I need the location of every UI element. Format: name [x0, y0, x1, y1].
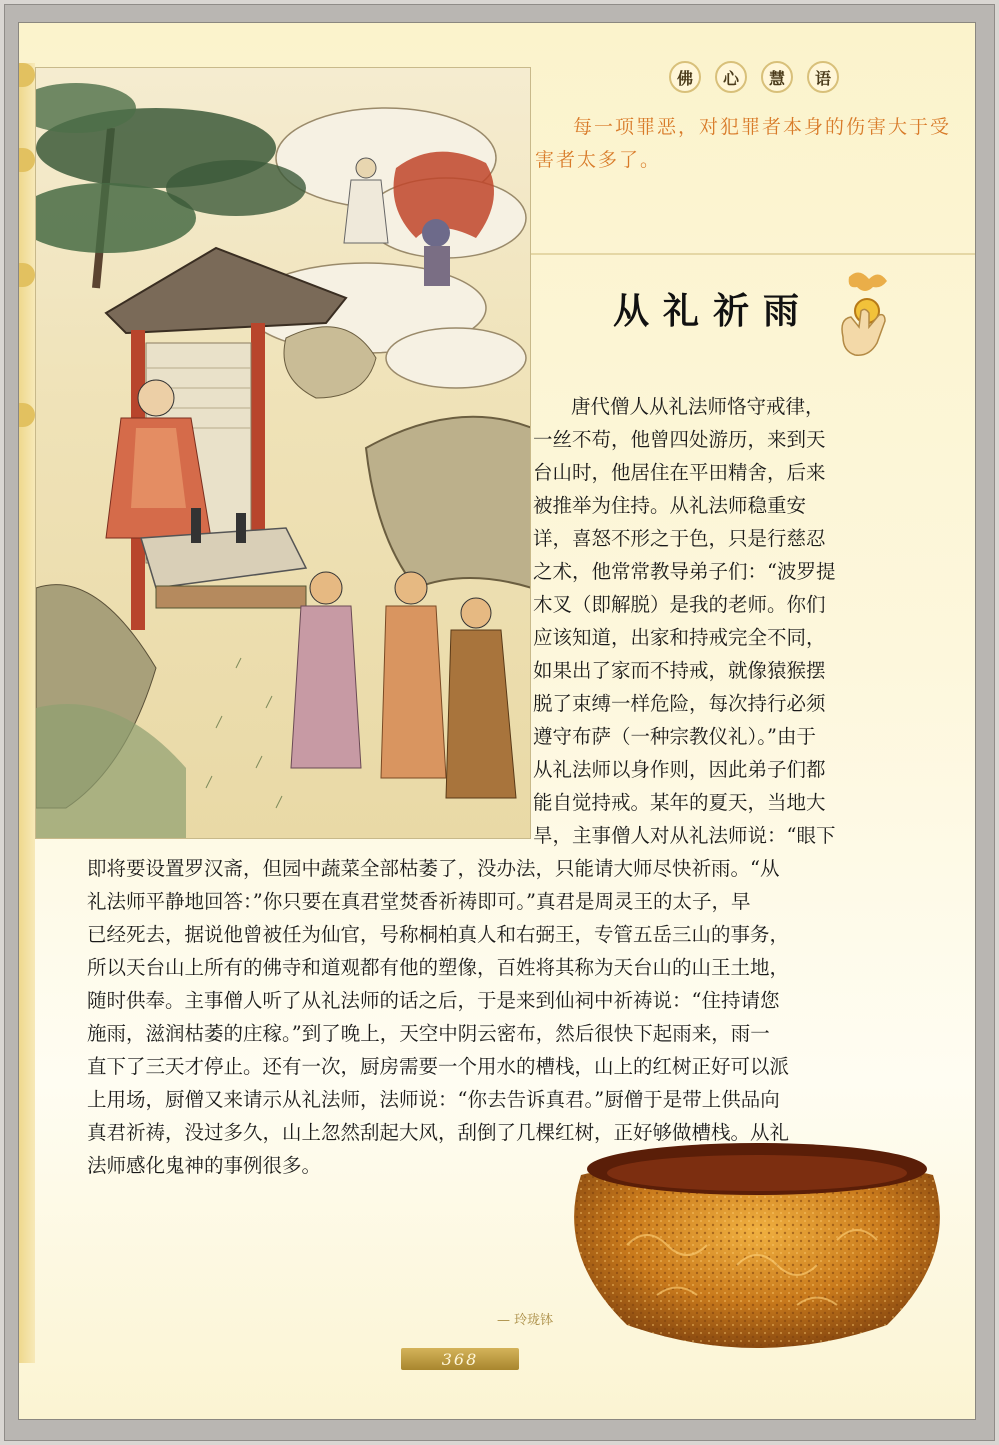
- body-line: 礼法师平静地回答：”你只要在真君堂焚香祈祷即可。”真君是周灵王的太子，早: [87, 890, 751, 913]
- header-quote: 每一项罪恶，对犯罪者本身的伤害大于受害者太多了。: [535, 116, 952, 171]
- body-line: 被推举为住持。从礼法师稳重安: [533, 494, 807, 517]
- section-header: [669, 59, 869, 95]
- body-line: 已经死去，据说他曾被任为仙官，号称桐柏真人和右弼王，专管五岳三山的事务，: [87, 923, 790, 946]
- body-line: 从礼法师以身作则，因此弟子们都: [533, 758, 826, 781]
- body-line: 能自觉持戒。某年的夏天，当地大: [533, 791, 826, 814]
- illustration-monks-pavilion: [35, 67, 531, 839]
- page-number: 368: [401, 1348, 519, 1370]
- body-line: 上用场，厨僧又来请示从礼法师，法师说：“你去告诉真君。”厨僧于是带上供品向: [87, 1088, 780, 1111]
- body-line: 所以天台山上所有的佛寺和道观都有他的塑像，百姓将其称为天台山的山王土地，: [87, 956, 790, 979]
- body-line: 随时供奉。主事僧人听了从礼法师的话之后，于是来到仙祠中祈祷说：“住持请您: [87, 989, 780, 1012]
- illustration-drawing: [36, 68, 531, 839]
- body-line: 旱，主事僧人对从礼法师说：“眼下: [533, 824, 836, 847]
- article-title: 从礼祈雨: [612, 290, 813, 332]
- pine-tree: [36, 83, 306, 288]
- body-line: 之术，他常常教导弟子们：“波罗提: [533, 560, 836, 583]
- body-line: 详，喜怒不形之于色，只是行慈忍: [533, 527, 826, 550]
- body-line: 如果出了家而不持戒，就像猿猴摆: [533, 659, 826, 682]
- body-line: 一丝不苟，他曾四处游历，来到天: [533, 428, 826, 451]
- body-line: 木叉（即解脱）是我的老师。你们: [533, 593, 826, 616]
- header-char: 佛: [669, 61, 701, 93]
- body-line: 脱了束缚一样危险，每次持行必须: [533, 692, 826, 715]
- body-line: 即将要设置罗汉斋，但园中蔬菜全部枯萎了，没办法，只能请大师尽快祈雨。“从: [87, 857, 780, 880]
- body-line: 法师感化鬼神的事例很多。: [87, 1154, 322, 1177]
- header-char: 慧: [761, 61, 793, 93]
- body-line: 应该知道，出家和持戒完全不同，: [533, 626, 826, 649]
- buddha-hand-icon: [829, 267, 901, 363]
- ground-grass: [206, 658, 282, 808]
- golden-bowl-image: [567, 1135, 947, 1363]
- body-line: 施雨，滋润枯萎的庄稼。”到了晚上，天空中阴云密布，然后很快下起雨来，雨一: [87, 1022, 770, 1045]
- body-line: 遵守布萨（一种宗教仪礼）。”由于: [533, 725, 816, 748]
- header-char: 心: [715, 61, 747, 93]
- body-line: 直下了三天才停止。还有一次，厨房需要一个用水的槽栈，山上的红树正好可以派: [87, 1055, 790, 1078]
- header-divider: [531, 253, 976, 255]
- monk-figures: [291, 572, 516, 798]
- header-char: 语: [807, 61, 839, 93]
- image-caption: — 玲珑钵: [497, 1309, 553, 1328]
- body-line: 唐代僧人从礼法师恪守戒律，: [571, 395, 825, 418]
- body-line: 台山时，他居住在平田精舍，后来: [533, 461, 826, 484]
- body-line: 真君祈祷，没过多久，山上忽然刮起大风，刮倒了几棵红树，正好够做槽栈。从礼: [87, 1121, 790, 1144]
- left-decorative-strip: [19, 63, 35, 1363]
- book-page: [18, 22, 976, 1420]
